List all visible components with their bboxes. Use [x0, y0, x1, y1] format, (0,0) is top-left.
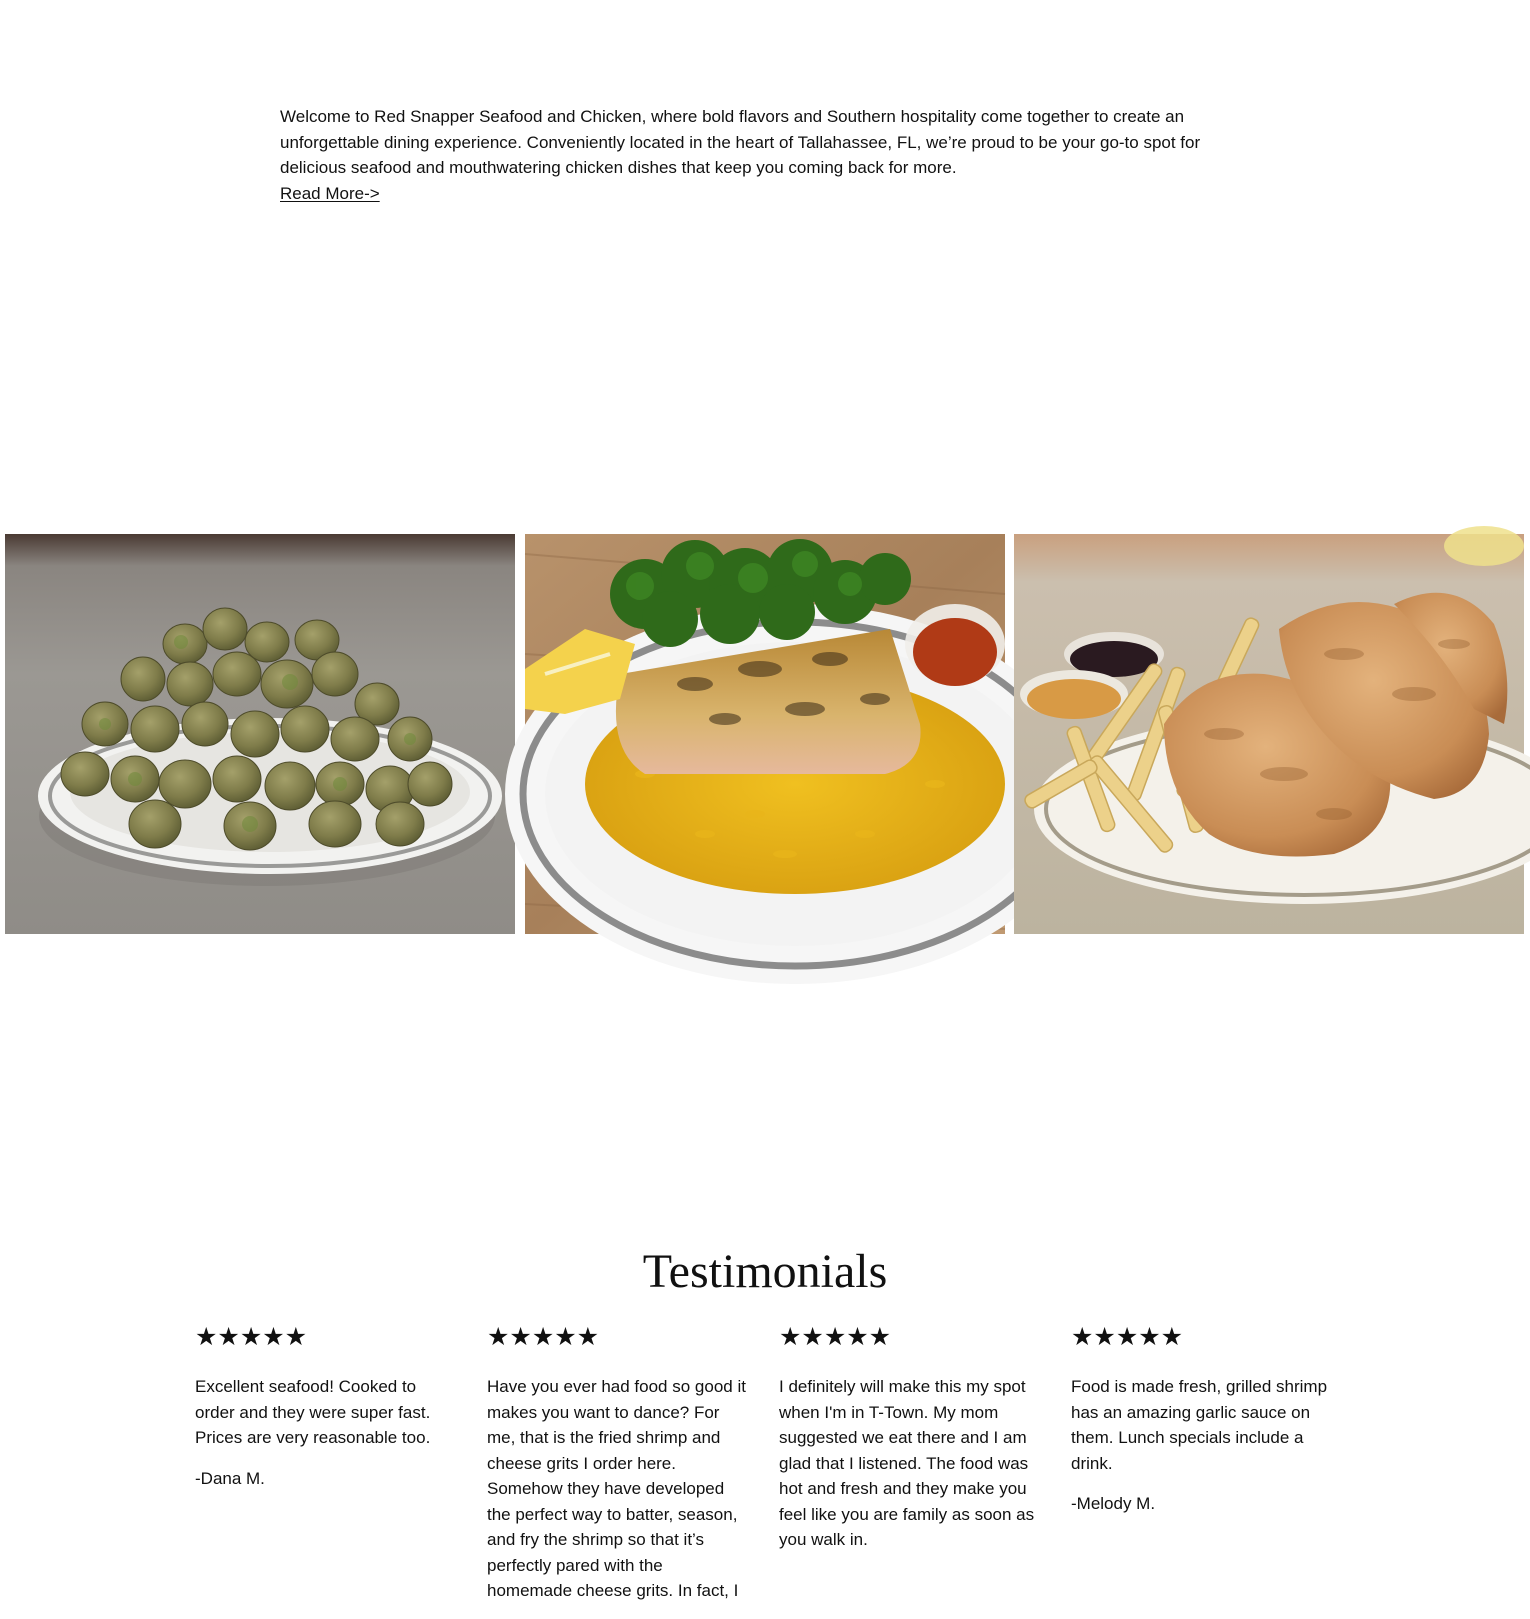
testimonial-card: [195, 1320, 457, 1491]
testimonial-card: [487, 1320, 749, 1619]
star-rating: ★★★★★: [779, 1322, 892, 1351]
intro-text: Welcome to Red Snapper Seafood and Chicken, where bold flavors and Southern hospitality come together to create an unforgettable dining experience. Conveniently located in the heart of Tallahassee, FL, we’re proud to be your go-to spot for delicious seafood and mouthwatering chicken dishes that keep you coming back for more.: [280, 107, 1201, 177]
testimonial-author: -Melody M.: [1071, 1494, 1156, 1513]
fried-okra-photo: [5, 534, 515, 934]
testimonials-title: Testimonials: [642, 1245, 888, 1298]
testimonial-card: [1071, 1320, 1333, 1517]
testimonial-card: [779, 1320, 1041, 1568]
intro-section: [280, 104, 1220, 206]
star-rating: ★★★★★: [195, 1322, 308, 1351]
grilled-salmon-photo: [525, 534, 1005, 934]
grilled-salmon-image: [525, 534, 1005, 934]
star-rating: ★★★★★: [487, 1322, 600, 1351]
fried-okra-image: [5, 534, 515, 934]
testimonial-quote: I definitely will make this my spot when I'm in T-Town. My mom suggested we eat there and I am glad that I listened. The food was hot and fresh and they make you feel like you are family as soon as you walk in.: [779, 1377, 1035, 1549]
testimonial-quote: Excellent seafood! Cooked to order and they were super fast. Prices are very reasonable too.: [195, 1377, 431, 1447]
testimonial-quote: Have you ever had food so good it makes you want to dance? For me, that is the fried shrimp and cheese grits I order here. Somehow they have developed the perfect way to batter, season, and fry the shrimp so that it’s perfectly pared with the homemade cheese grits. In fact, I: [487, 1377, 746, 1600]
testimonial-quote: Food is made fresh, grilled shrimp has an amazing garlic sauce on them. Lunch specials include a drink.: [1071, 1377, 1328, 1473]
read-more-link[interactable]: Read More->: [280, 183, 380, 203]
testimonial-author: -Dana M.: [195, 1468, 265, 1488]
fried-chicken-image: [1014, 534, 1524, 934]
star-rating: ★★★★★: [1071, 1322, 1184, 1351]
fried-chicken-photo: [1014, 534, 1524, 934]
